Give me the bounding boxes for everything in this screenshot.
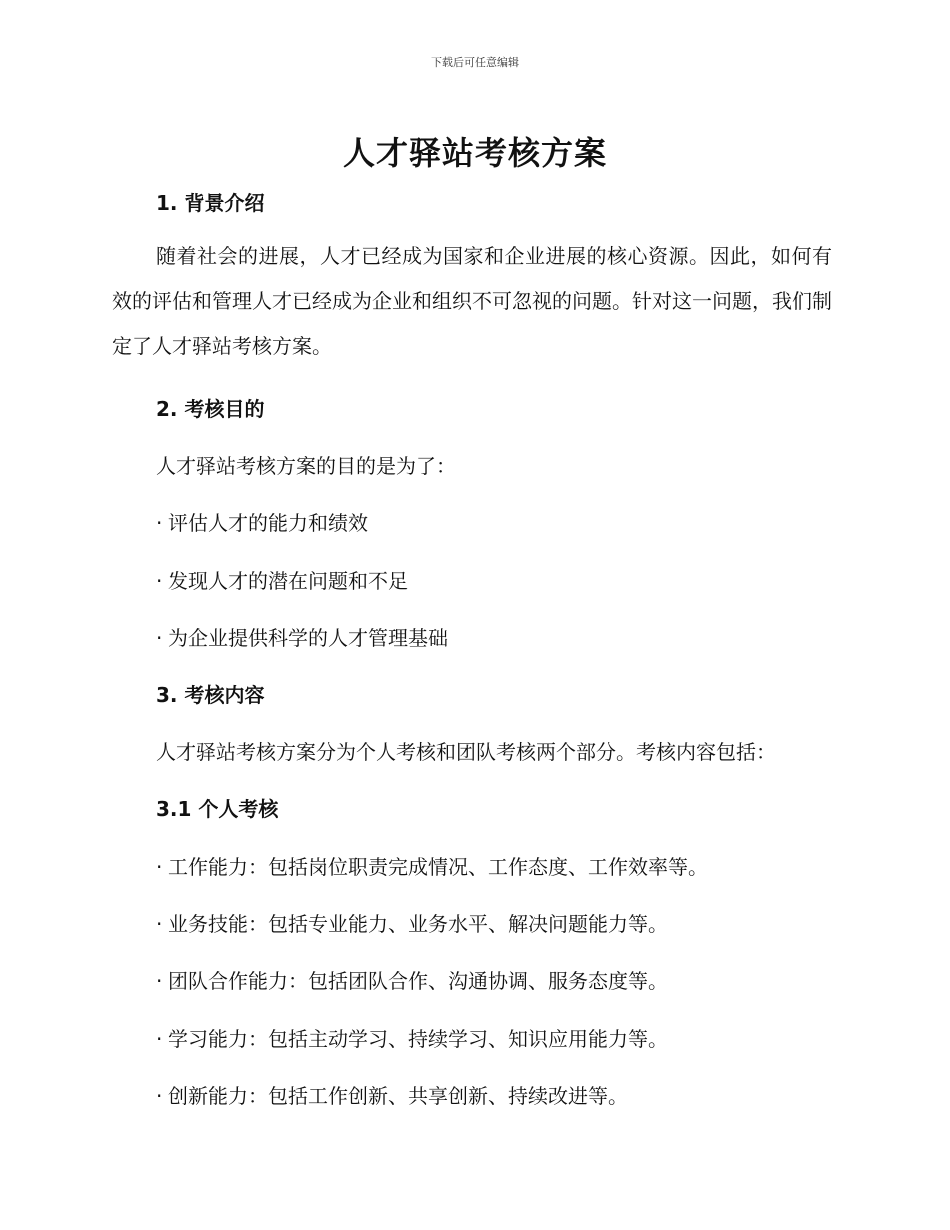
bullet-dot: · — [156, 569, 163, 593]
document-title: 人才驿站考核方案 — [342, 134, 607, 172]
list-item-text: 发现人才的潜在问题和不足 — [168, 569, 408, 593]
subsection-heading-personal: 3.1 个人考核 — [156, 797, 279, 821]
content-intro: 人才驿站考核方案分为个人考核和团队考核两个部分。考核内容包括： — [156, 740, 776, 764]
bullet-dot: · — [156, 969, 163, 993]
header-note: 下载后可任意编辑 — [431, 56, 519, 69]
section-heading-background: 1. 背景介绍 — [156, 191, 265, 215]
section-heading-purpose: 2. 考核目的 — [156, 397, 265, 421]
list-item-text: 评估人才的能力和绩效 — [168, 511, 368, 535]
list-item-text: 业务技能：包括专业能力、业务水平、解决问题能力等。 — [168, 912, 668, 936]
list-item-text: 工作能力：包括岗位职责完成情况、工作态度、工作效率等。 — [168, 855, 708, 879]
list-item-text: 创新能力：包括工作创新、共享创新、持续改进等。 — [168, 1084, 628, 1108]
bullet-dot: · — [156, 855, 163, 879]
bullet-dot: · — [156, 1084, 163, 1108]
bullet-dot: · — [156, 912, 163, 936]
list-item — [156, 908, 668, 937]
list-item — [156, 851, 708, 880]
list-item-text: 为企业提供科学的人才管理基础 — [168, 626, 448, 650]
list-item — [156, 1080, 628, 1109]
bullet-dot: · — [156, 1027, 163, 1051]
list-item-text: 团队合作能力：包括团队合作、沟通协调、服务态度等。 — [168, 969, 668, 993]
list-item — [156, 507, 368, 536]
list-item-text: 学习能力：包括主动学习、持续学习、知识应用能力等。 — [168, 1027, 668, 1051]
purpose-intro: 人才驿站考核方案的目的是为了： — [156, 454, 456, 478]
bullet-dot: · — [156, 626, 163, 650]
list-item — [156, 1023, 668, 1052]
list-item — [156, 965, 668, 994]
section-heading-content: 3. 考核内容 — [156, 683, 265, 707]
background-paragraph: 随着社会的进展，人才已经成为国家和企业进展的核心资源。因此，如何有效的评估和管理人才已经成为企业和组织不可忽视的问题。针对这一问题，我们制定了人才驿站考核方案。 — [112, 244, 832, 358]
list-item — [156, 622, 448, 651]
bullet-dot: · — [156, 511, 163, 535]
list-item — [156, 565, 408, 594]
